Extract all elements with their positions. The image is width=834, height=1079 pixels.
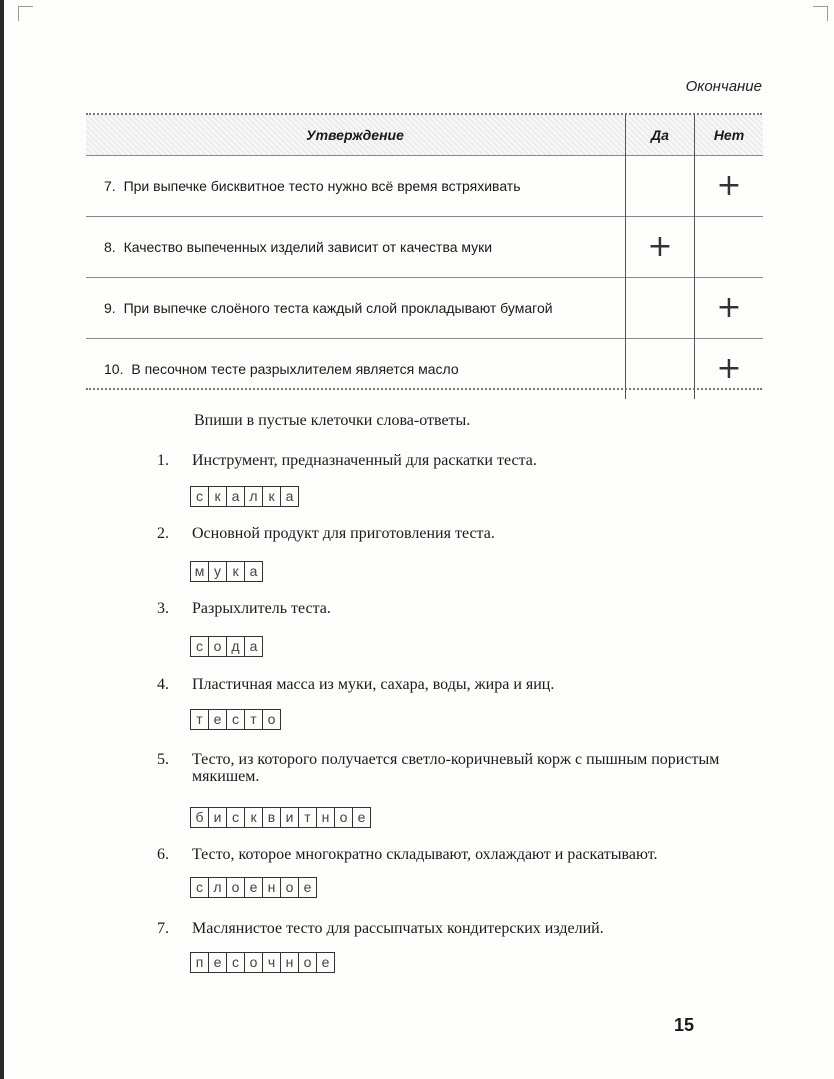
statement-cell	[86, 217, 626, 278]
task-question: Тесто, из которого получается светло-коричневый корж с пышным пористым мякишем.	[192, 751, 720, 785]
answer-letter-cell[interactable]: т	[244, 709, 263, 730]
task-question: Основной продукт для приготовления теста.	[192, 525, 495, 542]
answer-letter-cell[interactable]: о	[244, 952, 263, 973]
answer-letter-cell[interactable]: с	[190, 877, 209, 898]
answer-letter-cell[interactable]: к	[244, 807, 263, 828]
statement-text: В песочном тесте разрыхлителем является масло	[131, 361, 459, 377]
answer-letter-cell[interactable]: а	[280, 486, 299, 507]
statements-table-wrap	[86, 113, 762, 390]
answer-letter-cell[interactable]: к	[262, 486, 281, 507]
scan-edge	[0, 0, 4, 1079]
answer-letter-cell[interactable]: с	[190, 636, 209, 657]
statement-number: 7.	[104, 178, 116, 194]
table-row	[86, 278, 763, 339]
answer-letter-cell[interactable]: о	[226, 877, 245, 898]
answer-letter-cell[interactable]: и	[280, 807, 299, 828]
answer-letter-cell[interactable]: ч	[262, 952, 281, 973]
no-mark: +	[716, 290, 742, 325]
header-statement: Утверждение	[86, 115, 626, 156]
header-yes: Да	[626, 115, 695, 156]
answer-letter-cell[interactable]: а	[244, 561, 263, 582]
task-question: Пластичная масса из муки, сахара, воды, жира и яиц.	[192, 676, 555, 693]
task-question: Инструмент, предназначенный для раскатки теста.	[192, 452, 537, 469]
answer-cells[interactable]	[190, 807, 371, 828]
header-no: Нет	[695, 115, 764, 156]
answer-letter-cell[interactable]: с	[226, 952, 245, 973]
answer-letter-cell[interactable]: л	[244, 486, 263, 507]
answer-letter-cell[interactable]: к	[208, 486, 227, 507]
task-number: 4.	[157, 676, 169, 693]
task-number: 7.	[157, 920, 169, 937]
answer-letter-cell[interactable]: о	[298, 952, 317, 973]
answer-letter-cell[interactable]: е	[208, 709, 227, 730]
yes-cell[interactable]	[626, 156, 695, 217]
task-question: Разрыхлитель теста.	[192, 600, 331, 617]
no-cell[interactable]	[695, 156, 764, 217]
answer-letter-cell[interactable]: д	[226, 636, 245, 657]
answer-letter-cell[interactable]: с	[226, 709, 245, 730]
answer-letter-cell[interactable]: н	[280, 952, 299, 973]
answer-letter-cell[interactable]: а	[226, 486, 245, 507]
answer-letter-cell[interactable]: е	[208, 952, 227, 973]
answer-letter-cell[interactable]: т	[298, 807, 317, 828]
statement-text: Качество выпеченных изделий зависит от качества муки	[123, 239, 493, 255]
continuation-label: Окончание	[685, 78, 762, 95]
answer-letter-cell[interactable]: е	[316, 952, 335, 973]
task-number: 3.	[157, 600, 169, 617]
answer-letter-cell[interactable]: о	[262, 709, 281, 730]
instruction-text: Впиши в пустые клеточки слова-ответы.	[194, 412, 471, 429]
answer-cells[interactable]	[190, 952, 335, 973]
task-question: Тесто, которое многократно складывают, охлаждают и раскатывают.	[192, 846, 658, 863]
no-cell[interactable]	[695, 278, 764, 339]
scan-corner-right	[813, 6, 828, 21]
statement-number: 8.	[104, 239, 116, 255]
answer-cells[interactable]	[190, 709, 281, 730]
answer-letter-cell[interactable]: к	[226, 561, 245, 582]
statement-number: 9.	[104, 300, 116, 316]
answer-cells[interactable]	[190, 636, 263, 657]
task-number: 2.	[157, 525, 169, 542]
answer-letter-cell[interactable]: н	[316, 807, 335, 828]
answer-letter-cell[interactable]: в	[262, 807, 281, 828]
statements-table	[86, 115, 763, 399]
yes-cell[interactable]	[626, 278, 695, 339]
table-header-row	[86, 115, 763, 156]
answer-letter-cell[interactable]: о	[208, 636, 227, 657]
statement-cell	[86, 339, 626, 400]
answer-letter-cell[interactable]: б	[190, 807, 209, 828]
answer-letter-cell[interactable]: п	[190, 952, 209, 973]
answer-letter-cell[interactable]: н	[262, 877, 281, 898]
answer-letter-cell[interactable]: с	[226, 807, 245, 828]
table-row	[86, 156, 763, 217]
task-number: 6.	[157, 846, 169, 863]
statement-text: При выпечке бисквитное тесто нужно всё время встряхивать	[123, 178, 521, 194]
answer-letter-cell[interactable]: т	[190, 709, 209, 730]
answer-letter-cell[interactable]: м	[190, 561, 209, 582]
task-question: Маслянистое тесто для рассыпчатых кондитерских изделий.	[192, 920, 604, 937]
page-number: 15	[674, 1015, 695, 1035]
answer-letter-cell[interactable]: о	[334, 807, 353, 828]
answer-letter-cell[interactable]: а	[244, 636, 263, 657]
scan-corner-left	[18, 6, 33, 21]
answer-cells[interactable]	[190, 877, 317, 898]
task-number: 1.	[157, 452, 169, 469]
table-row	[86, 217, 763, 278]
answer-letter-cell[interactable]: е	[352, 807, 371, 828]
answer-letter-cell[interactable]: и	[208, 807, 227, 828]
no-mark: +	[716, 351, 742, 386]
yes-cell[interactable]	[626, 339, 695, 400]
answer-cells[interactable]	[190, 561, 263, 582]
answer-letter-cell[interactable]: о	[280, 877, 299, 898]
task-number: 5.	[157, 751, 169, 768]
answer-cells[interactable]	[190, 486, 299, 507]
statement-cell	[86, 278, 626, 339]
answer-letter-cell[interactable]: с	[190, 486, 209, 507]
answer-letter-cell[interactable]: л	[208, 877, 227, 898]
statement-text: При выпечке слоёного теста каждый слой прокладывают бумагой	[123, 300, 553, 316]
statement-number: 10.	[104, 361, 124, 377]
yes-cell[interactable]	[626, 217, 695, 278]
table-row	[86, 339, 763, 400]
no-cell[interactable]	[695, 339, 764, 400]
no-cell[interactable]	[695, 217, 764, 278]
answer-letter-cell[interactable]: у	[208, 561, 227, 582]
answer-letter-cell[interactable]: е	[298, 877, 317, 898]
no-mark: +	[716, 168, 742, 203]
statement-cell	[86, 156, 626, 217]
answer-letter-cell[interactable]: е	[244, 877, 263, 898]
yes-mark: +	[647, 229, 673, 264]
